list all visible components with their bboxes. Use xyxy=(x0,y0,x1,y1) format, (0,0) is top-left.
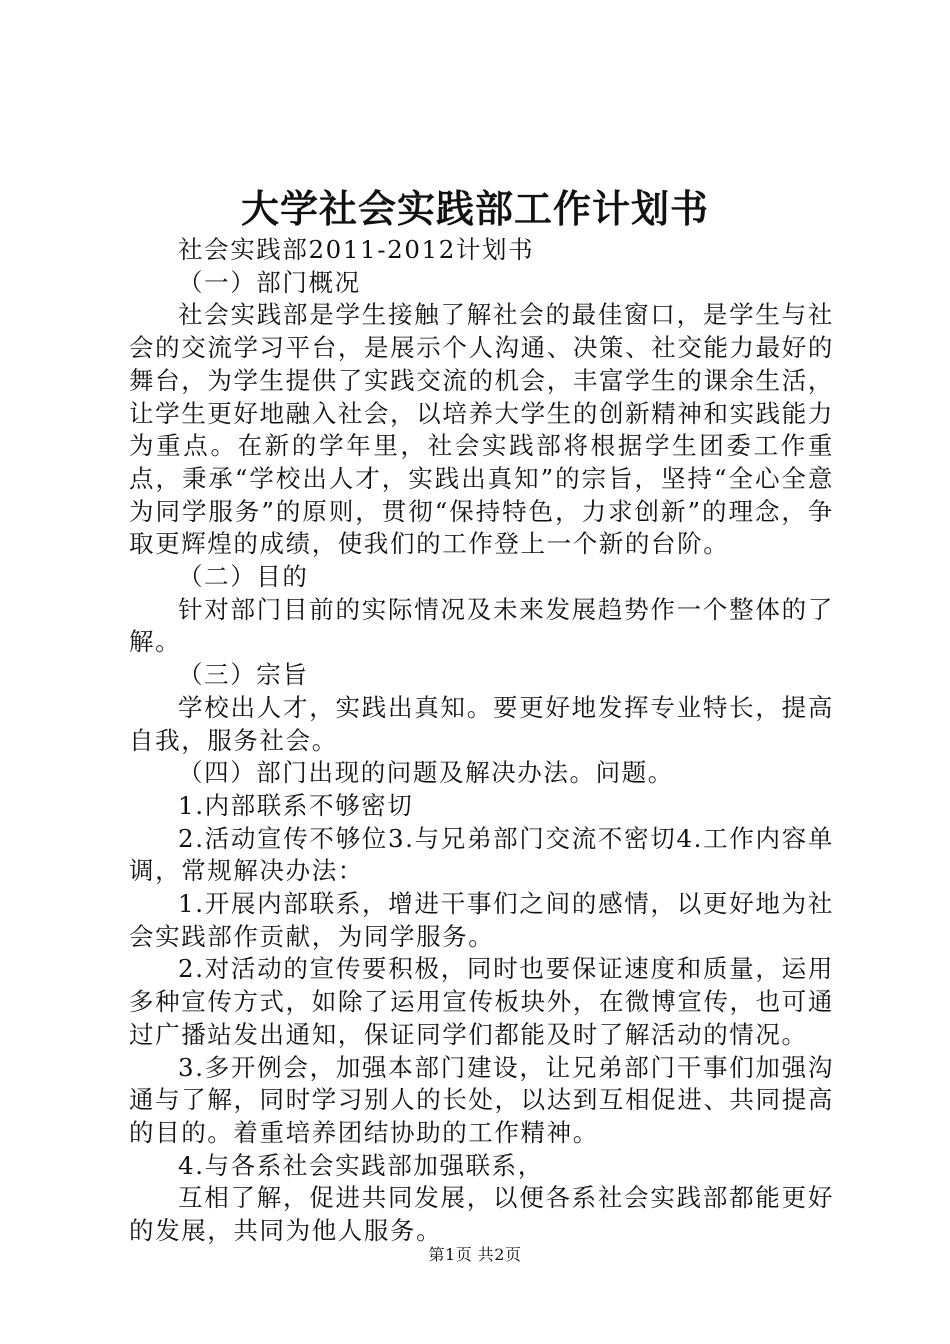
paragraph-overview: 社会实践部是学生接触了解社会的最佳窗口，是学生与社会的交流学习平台，是展示个人沟通、决策、社交能力最好的舞台，为学生提供了实践交流的机会，丰富学生的课余生活，让学生更好地融入社会，以培养大学生的创新精神和实践能力为重点。在新的学年里，社会实践部将根据学生团委工作重点，秉承“学校出人才，实践出真知”的宗旨，坚持“全心全意为同学服务”的原则，贯彻“保持特色，力求创新”的理念，争取更辉煌的成绩，使我们的工作登上一个新的台阶。 xyxy=(129,300,834,559)
section-heading-problems: （四）部门出现的问题及解决办法。问题。 xyxy=(178,758,674,788)
page-footer: 第1页 共2页 xyxy=(428,1245,522,1264)
list-item-problem-2: 2.活动宣传不够位3.与兄弟部门交流不密切4.工作内容单调，常规解决办法： xyxy=(129,823,834,886)
paragraph-purpose: 针对部门目前的实际情况及未来发展趋势作一个整体的了解。 xyxy=(129,594,834,657)
paragraph-plan-heading: 社会实践部2011-2012计划书 xyxy=(178,235,535,264)
section-heading-overview: （一）部门概况 xyxy=(178,267,361,297)
section-heading-tenet: （三）宗旨 xyxy=(178,660,309,690)
list-item-solution-2: 2.对活动的宣传要积极，同时也要保证速度和质量，运用多种宣传方式，如除了运用宣传板块外，在微博宣传，也可通过广播站发出通知，保证同学们都能及时了解活动的情况。 xyxy=(129,954,834,1049)
list-item-problem-1: 1.内部联系不够密切 xyxy=(178,790,414,820)
section-heading-purpose: （二）目的 xyxy=(178,562,309,592)
document-body xyxy=(129,234,834,1248)
paragraph-solution-4-detail: 互相了解，促进共同发展，以便各系社会实践部都能更好的发展，共同为他人服务。 xyxy=(129,1183,834,1246)
list-item-solution-3: 3.多开例会，加强本部门建设，让兄弟部门干事们加强沟通与了解，同时学习别人的长处，以达到互相促进、共同提高的目的。着重培养团结协助的工作精神。 xyxy=(129,1052,834,1147)
document-title: 大学社会实践部工作计划书 xyxy=(240,186,709,231)
list-item-solution-4: 4.与各系社会实践部加强联系， xyxy=(178,1150,544,1180)
paragraph-tenet: 学校出人才，实践出真知。要更好地发挥专业特长，提高自我，服务社会。 xyxy=(129,692,834,755)
list-item-solution-1: 1.开展内部联系，增进干事们之间的感情，以更好地为社会实践部作贡献，为同学服务。 xyxy=(129,889,834,951)
